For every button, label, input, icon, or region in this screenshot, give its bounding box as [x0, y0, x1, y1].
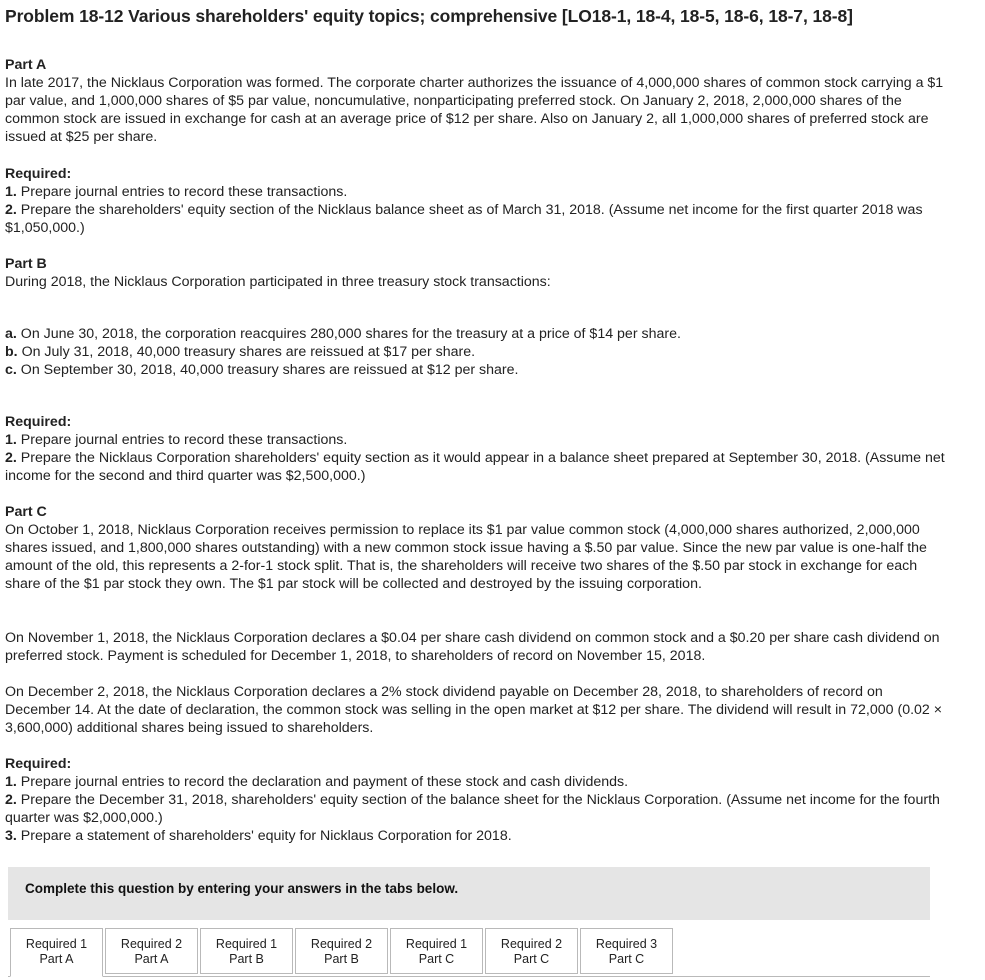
instructions-text: Complete this question by entering your answers in the tabs below.	[25, 881, 459, 896]
tab-label-line-1: Required 2	[500, 937, 563, 951]
part-a-text: In late 2017, the Nicklaus Corporation was formed. The corporate charter authorizes the issuance of 4,000,000 shares of common stock carrying a $1 par value, and 1,000,000 shares of $5 par value, noncumulative, nonparticipating preferred stock. On January 2, 2018, 2,000,000 shares of the common stock are issued in exchange for cash at an average price of $12 per share. Also on January 2, all 1,000,000 shares of preferred stock are issued at $25 per share.	[5, 75, 944, 145]
part-c-paragraph-3-block	[5, 683, 950, 737]
tab-label-line-2: Part A	[39, 952, 74, 966]
part-c-req3	[5, 827, 950, 845]
tab-label-line-2: Part C	[418, 952, 455, 966]
tab-label-line-1: Required 2	[120, 937, 183, 951]
part-c-paragraph-1: On October 1, 2018, Nicklaus Corporation receives permission to replace its $1 par value common stock (4,000,000 shares authorized, 2,000,000 shares issued, and 1,800,000 shares outstanding) with a new common stock issue having a $.50 par value. Since the new par value is one-half the amount of the old, this represents a 2-for-1 stock split. That is, the shareholders will receive two shares of the $.50 par stock in exchange for each share of the $1 par stock they own. The $1 par stock will be collected and destroyed by the issuing corporation.	[5, 522, 927, 592]
part-c-required	[5, 755, 950, 845]
part-c-paragraph-3: On December 2, 2018, the Nicklaus Corporation declares a 2% stock dividend payable on December 28, 2018, to shareholders of record on December 14. At the date of declaration, the common stock was selling in the open market at $12 per share. The dividend will result in 72,000 (0.02 × 3,600,000) additional shares being issued to shareholders.	[5, 684, 943, 736]
tab-label-line-1: Required 1	[215, 937, 278, 951]
part-b-required-heading: Required:	[5, 414, 72, 430]
tab-label-line-1: Required 3	[595, 937, 658, 951]
tab-required-1-part-a[interactable]	[10, 928, 103, 977]
tab-label-line-2: Part C	[513, 952, 550, 966]
part-b-transactions	[5, 325, 950, 379]
part-a-req2	[5, 201, 950, 237]
part-b-description	[5, 255, 950, 291]
part-a-req2-number: 2.	[5, 202, 17, 218]
tab-required-2-part-c[interactable]	[485, 928, 578, 974]
part-c-req3-number: 3.	[5, 828, 17, 844]
part-c-heading: Part C	[5, 504, 47, 520]
part-c-req1-number: 1.	[5, 774, 17, 790]
part-a-req1-text: Prepare journal entries to record these transactions.	[20, 184, 348, 200]
part-b-req2	[5, 449, 950, 485]
transaction-a-label: a.	[5, 326, 17, 342]
tab-required-3-part-c[interactable]	[580, 928, 673, 974]
part-a-req1-number: 1.	[5, 184, 17, 200]
part-c-paragraph-2: On November 1, 2018, the Nicklaus Corporation declares a $0.04 per share cash dividend on common stock and a $0.20 per share cash dividend on preferred stock. Payment is scheduled for December 1, 2018, to shareholders of record on November 15, 2018.	[5, 630, 940, 664]
part-c-required-heading: Required:	[5, 756, 72, 772]
instructions-box	[8, 867, 930, 920]
part-b-intro: During 2018, the Nicklaus Corporation participated in three treasury stock transactions:	[5, 274, 551, 290]
part-b-transaction-a	[5, 325, 950, 343]
tab-label-line-1: Required 1	[25, 937, 88, 951]
part-b-req2-text: Prepare the Nicklaus Corporation shareholders' equity section as it would appear in a balance sheet prepared at September 30, 2018. (Assume net income for the second and third quarter was $2,500,000.)	[5, 450, 945, 484]
tab-required-2-part-a[interactable]	[105, 928, 198, 974]
part-a-heading: Part A	[5, 57, 47, 73]
tab-required-2-part-b[interactable]	[295, 928, 388, 974]
tab-label-line-2: Part A	[134, 952, 169, 966]
part-b-transaction-c	[5, 361, 950, 379]
part-b-req1-number: 1.	[5, 432, 17, 448]
part-b-heading: Part B	[5, 256, 47, 272]
part-c-req3-text: Prepare a statement of shareholders' equity for Nicklaus Corporation for 2018.	[20, 828, 512, 844]
tab-required-1-part-b[interactable]	[200, 928, 293, 974]
part-b-req2-number: 2.	[5, 450, 17, 466]
transaction-b-text: On July 31, 2018, 40,000 treasury shares are reissued at $17 per share.	[21, 344, 476, 360]
part-c-req1	[5, 773, 950, 791]
part-c-req2-text: Prepare the December 31, 2018, shareholders' equity section of the balance sheet for the Nicklaus Corporation. (Assume net income for the fourth quarter was $2,000,000.)	[5, 792, 940, 826]
part-b-req1	[5, 431, 950, 449]
tab-label-line-2: Part B	[324, 952, 359, 966]
transaction-c-label: c.	[5, 362, 17, 378]
part-b-req1-text: Prepare journal entries to record these transactions.	[20, 432, 348, 448]
part-c-description	[5, 503, 950, 593]
part-a-required-heading: Required:	[5, 166, 72, 182]
part-c-req2-number: 2.	[5, 792, 17, 808]
part-c-paragraph-2-block	[5, 629, 950, 665]
part-b-required	[5, 413, 950, 485]
tab-label-line-2: Part B	[229, 952, 264, 966]
part-c-req2	[5, 791, 950, 827]
tab-label-line-2: Part C	[608, 952, 645, 966]
tab-required-1-part-c[interactable]	[390, 928, 483, 974]
transaction-c-text: On September 30, 2018, 40,000 treasury shares are reissued at $12 per share.	[20, 362, 519, 378]
part-b-transaction-b	[5, 343, 950, 361]
answer-tabs	[8, 928, 930, 980]
tab-label-line-1: Required 2	[310, 937, 373, 951]
problem-title: Problem 18-12 Various shareholders' equity topics; comprehensive [LO18-1, 18-4, 18-5, 18-6, 18-7, 18-8]	[5, 6, 853, 26]
part-a-req2-text: Prepare the shareholders' equity section of the Nicklaus balance sheet as of March 31, 2018. (Assume net income for the first quarter 2018 was $1,050,000.)	[5, 202, 923, 236]
transaction-b-label: b.	[5, 344, 18, 360]
part-a-required	[5, 165, 950, 237]
transaction-a-text: On June 30, 2018, the corporation reacquires 280,000 shares for the treasury at a price of $14 per share.	[20, 326, 681, 342]
part-a-description	[5, 56, 950, 146]
part-a-req1	[5, 183, 950, 201]
tab-label-line-1: Required 1	[405, 937, 468, 951]
part-c-req1-text: Prepare journal entries to record the declaration and payment of these stock and cash dividends.	[20, 774, 629, 790]
